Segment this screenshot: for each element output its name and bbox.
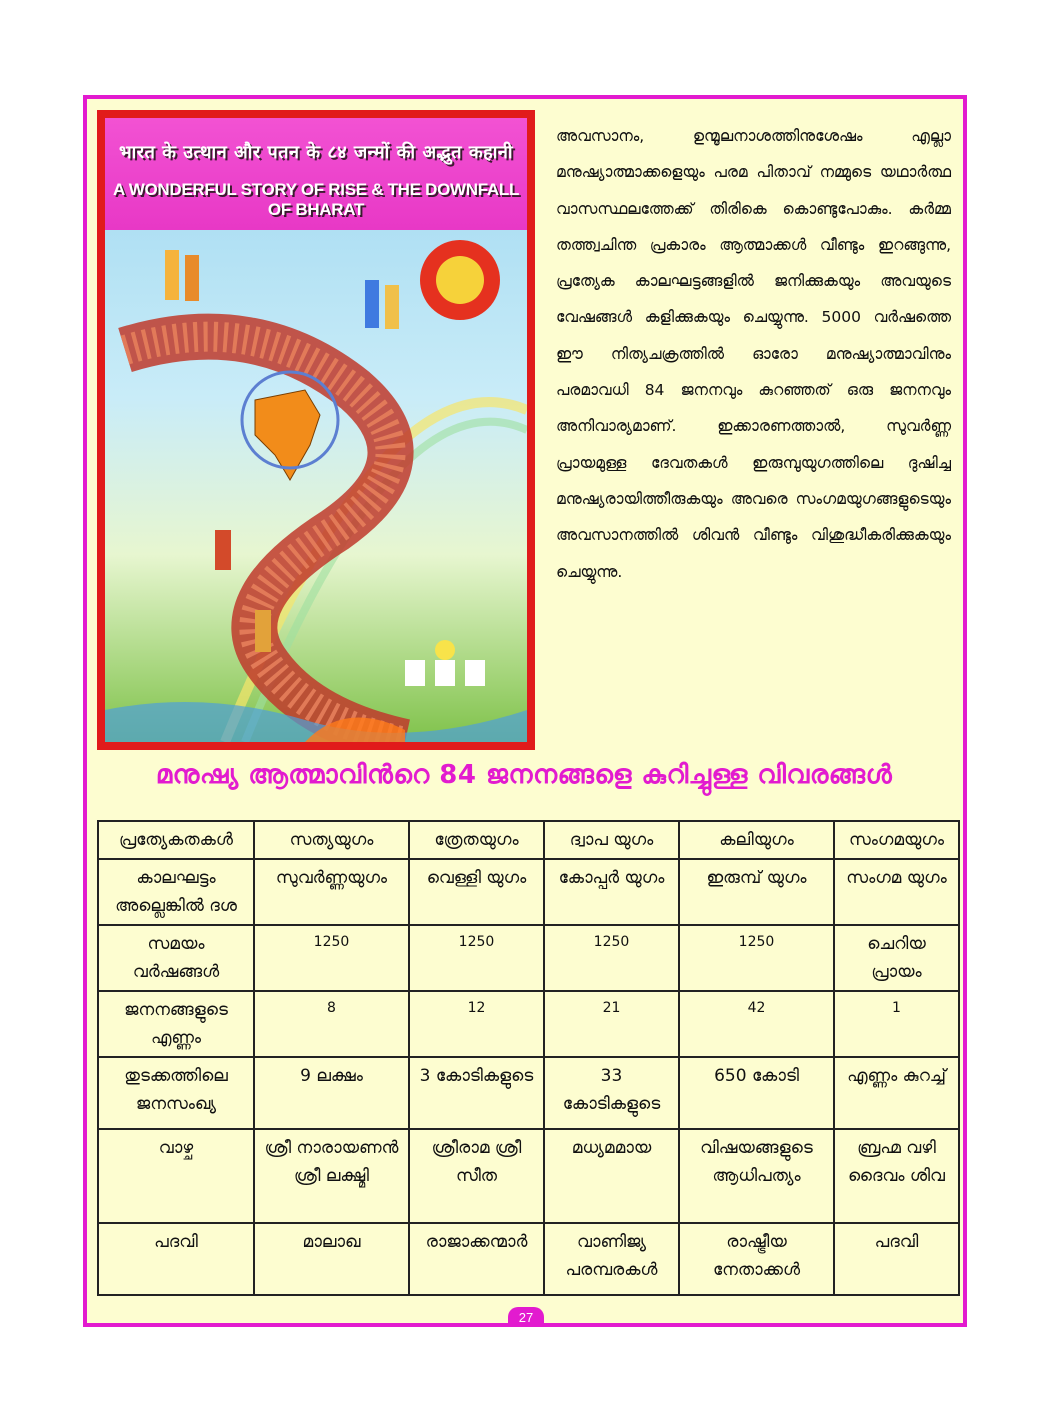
header-cell: ത്രേതയുഗം [409,821,544,859]
header-cell: കലിയുഗം [679,821,834,859]
row-label: കാലഘട്ടം അല്ലെങ്കിൽ ദശ [98,859,254,925]
section-heading: മനുഷ്യ ആത്മാവിൻറെ 84 ജനനങ്ങളെ കുറിച്ചുള്ള വിവരങ്ങൾ [155,760,893,790]
table-cell: ശ്രീ നാരായണൻ ശ്രീ ലക്ഷ്മി [254,1129,409,1223]
table-cell: മാലാഖ [254,1223,409,1295]
table-row [98,1057,959,1129]
body-paragraph [556,118,951,590]
table-row [98,925,959,991]
table-cell: രാഷ്ട്രീയ നേതാക്കൾ [679,1223,834,1295]
table-cell: കോപ്പർ യുഗം [544,859,679,925]
table-cell: ശ്രീരാമ ശ്രീ സീത [409,1129,544,1223]
header-cell: പ്രത്യേകതകൾ [98,821,254,859]
page-number: 27 [508,1307,544,1327]
table-cell: 1 [834,991,959,1057]
yuga-table [97,820,960,1296]
row-label: ജനനങ്ങളുടെ എണ്ണം [98,991,254,1057]
table-header-row [98,821,959,859]
poster-image [97,110,535,750]
table-row [98,1129,959,1223]
table-row [98,991,959,1057]
table-cell: 1250 [679,925,834,991]
table-cell: ഇരുമ്പ് യുഗം [679,859,834,925]
poster-header-band [105,118,527,230]
table-cell: 12 [409,991,544,1057]
poster-title-english: A WONDERFUL STORY OF RISE & THE DOWNFALL OF BHARAT [112,180,520,219]
table-cell: 42 [679,991,834,1057]
table-cell: ചെറിയ പ്രായം [834,925,959,991]
table-cell: രാജാക്കന്മാർ [409,1223,544,1295]
table-cell: 650 കോടി [679,1057,834,1129]
row-label: പദവി [98,1223,254,1295]
table-cell: ബ്രഹ്മ വഴി ദൈവം ശിവ [834,1129,959,1223]
paragraph-text: അവസാനം, ഉന്മൂലനാശത്തിനുശേഷം എല്ലാ മനുഷ്യാത്മാക്കളെയും പരമ പിതാവ് നമ്മുടെ യഥാർത്ഥ വാസസ്ഥലത്തേക്ക് തിരികെ കൊണ്ടുപോകും. കർമ്മ തത്ത്വചിന്ത പ്രകാരം ആത്മാക്കൾ വീണ്ടും ഇറങ്ങുന്നു, പ്രത്യേക കാലഘട്ടങ്ങളിൽ ജനിക്കുകയും അവയുടെ വേഷങ്ങൾ കളിക്കുകയും ചെയ്യുന്നു. 5000 വർഷത്തെ ഈ നിത്യചക്രത്തിൽ ഓരോ മനുഷ്യാത്മാവിനും പരമാവധി 84 ജനനവും കുറഞ്ഞത് ഒരു ജനനവും അനിവാര്യമാണ്. ഇക്കാരണത്താൽ, സുവർണ്ണ പ്രായമുള്ള ദേവതകൾ ഇരുമ്പുയുഗത്തിലെ ദുഷിച്ച മനുഷ്യരായിത്തീരുകയും അവരെ സംഗമയുഗങ്ങളുടെയും അവസാനത്തിൽ ശിവൻ വീണ്ടും വിശുദ്ധീകരിക്കുകയും ചെയ്യുന്നു. [556,127,951,581]
table-cell: 1250 [544,925,679,991]
row-label: സമയം വർഷങ്ങൾ [98,925,254,991]
poster-inner [105,118,527,742]
table-cell: പദവി [834,1223,959,1295]
table-cell: മധ്യമമായ [544,1129,679,1223]
poster-title-hindi: भारत के उत्थान और पतन के ८४ जन्मों की अद्भुत कहानी [118,142,514,163]
table-row [98,1223,959,1295]
table-cell: വാണിജ്യ പരമ്പരകൾ [544,1223,679,1295]
table-cell: എണ്ണം കുറച്ച് [834,1057,959,1129]
table-cell: 1250 [409,925,544,991]
row-label: തുടക്കത്തിലെ ജനസംഖ്യ [98,1057,254,1129]
table-cell: 21 [544,991,679,1057]
table-cell: 1250 [254,925,409,991]
table-row [98,859,959,925]
header-cell: സംഗമയുഗം [834,821,959,859]
poster-illustration [105,230,527,742]
row-label: വാഴ്ച [98,1129,254,1223]
table-cell: വിഷയങ്ങളുടെ ആധിപത്യം [679,1129,834,1223]
table-cell: 9 ലക്ഷം [254,1057,409,1129]
table-cell: 8 [254,991,409,1057]
table-cell: സംഗമ യുഗം [834,859,959,925]
header-cell: സത്യയുഗം [254,821,409,859]
table-cell: വെള്ളി യുഗം [409,859,544,925]
table-cell: സുവർണ്ണയുഗം [254,859,409,925]
table-cell: 33 കോടികളുടെ [544,1057,679,1129]
header-cell: ദ്വാപ യുഗം [544,821,679,859]
table-cell: 3 കോടികളുടെ [409,1057,544,1129]
